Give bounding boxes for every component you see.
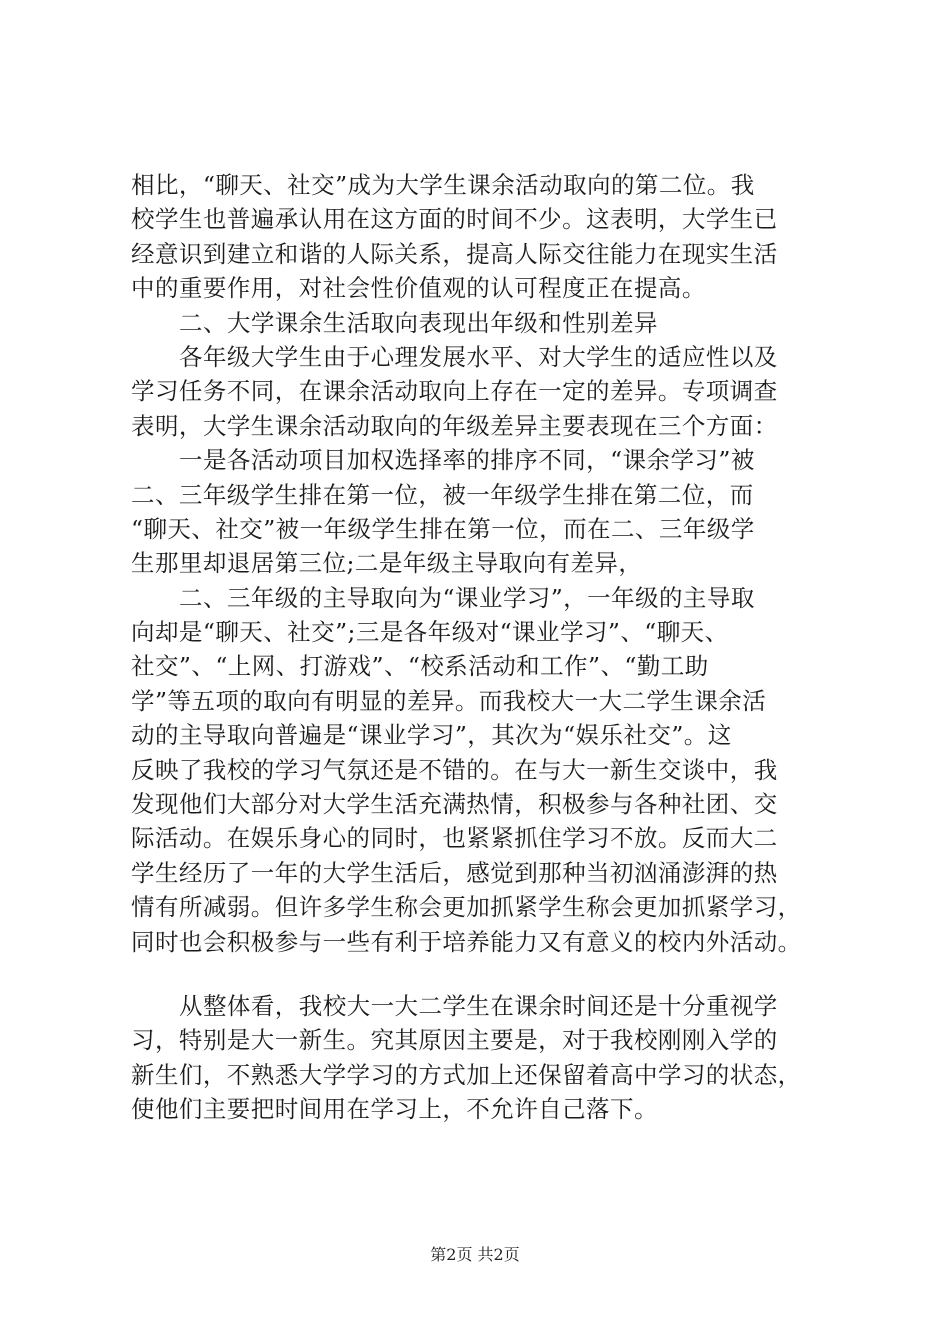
text-line: 各年级大学生由于心理发展水平、对大学生的适应性以及 [179, 342, 778, 371]
text-line: 中的重要作用，对社会性价值观的认可程度正在提高。 [131, 274, 706, 303]
paragraph [131, 989, 821, 1127]
text-line: “聊天、社交”被一年级学生排在第一位，而在二、三年级学 [131, 514, 755, 543]
text-line: 动的主导取向普遍是“课业学习”，其次为“娱乐社交”。这 [131, 721, 732, 750]
text-line: 新生们，不熟悉大学学习的方式加上还保留着高中学习的状态， [131, 1060, 802, 1089]
paragraph [131, 340, 821, 443]
text-line: 情有所减弱。但许多学生称会更加抓紧学生称会更加抓紧学习， [131, 893, 802, 922]
text-line: 表明，大学生课余活动取向的年级差异主要表现在三个方面： [131, 411, 778, 440]
text-line: 生那里却退居第三位;二是年级主导取向有差异， [131, 549, 643, 578]
section-heading: 二、大学课余生活取向表现出年级和性别差异 [179, 308, 658, 337]
text-line: 社交”、“上网、打游戏”、“校系活动和工作”、“勤工助 [131, 652, 709, 681]
document-body [131, 168, 821, 1127]
text-line: 二、三年级学生排在第一位，被一年级学生排在第二位，而 [131, 480, 754, 509]
text-line: 发现他们大部分对大学生活充满热情，积极参与各种社团、交 [131, 790, 778, 819]
text-line: 校学生也普遍承认用在这方面的时间不少。这表明，大学生已 [131, 205, 778, 234]
text-line: 二、三年级的主导取向为“课业学习”，一年级的主导取 [179, 583, 755, 612]
text-line: 一是各活动项目加权选择率的排序不同，“课余学习”被 [179, 446, 755, 475]
paragraph [131, 443, 821, 581]
page-number-footer: 第2页 共2页 [430, 1245, 520, 1264]
paragraph [131, 581, 821, 959]
text-line: 从整体看，我校大一大二学生在课余时间还是十分重视学 [179, 991, 778, 1020]
text-line: 学”等五项的取向有明显的差异。而我校大一大二学生课余活 [131, 686, 767, 715]
paragraph [131, 168, 821, 306]
text-line: 相比，“聊天、社交”成为大学生课余活动取向的第二位。我 [131, 171, 755, 199]
text-line: 际活动。在娱乐身心的同时，也紧紧抓住学习不放。反而大二 [131, 824, 778, 853]
text-line: 习，特别是大一新生。究其原因主要是，对于我校刚刚入学的 [131, 1026, 778, 1055]
text-line: 学生经历了一年的大学生活后，感觉到那种当初汹涌澎湃的热 [131, 858, 778, 887]
paragraph-spacer [131, 959, 821, 989]
text-line: 使他们主要把时间用在学习上，不允许自己落下。 [131, 1095, 658, 1124]
text-line: 向却是“聊天、社交”;三是各年级对“课业学习”、“聊天、 [131, 618, 729, 647]
text-line: 学习任务不同，在课余活动取向上存在一定的差异。专项调查 [131, 377, 778, 406]
text-line: 经意识到建立和谐的人际关系，提高人际交往能力在现实生活 [131, 239, 778, 268]
text-line: 反映了我校的学习气氛还是不错的。在与大一新生交谈中，我 [131, 755, 778, 784]
text-line: 同时也会积极参与一些有利于培养能力又有意义的校内外活动。 [131, 927, 802, 956]
